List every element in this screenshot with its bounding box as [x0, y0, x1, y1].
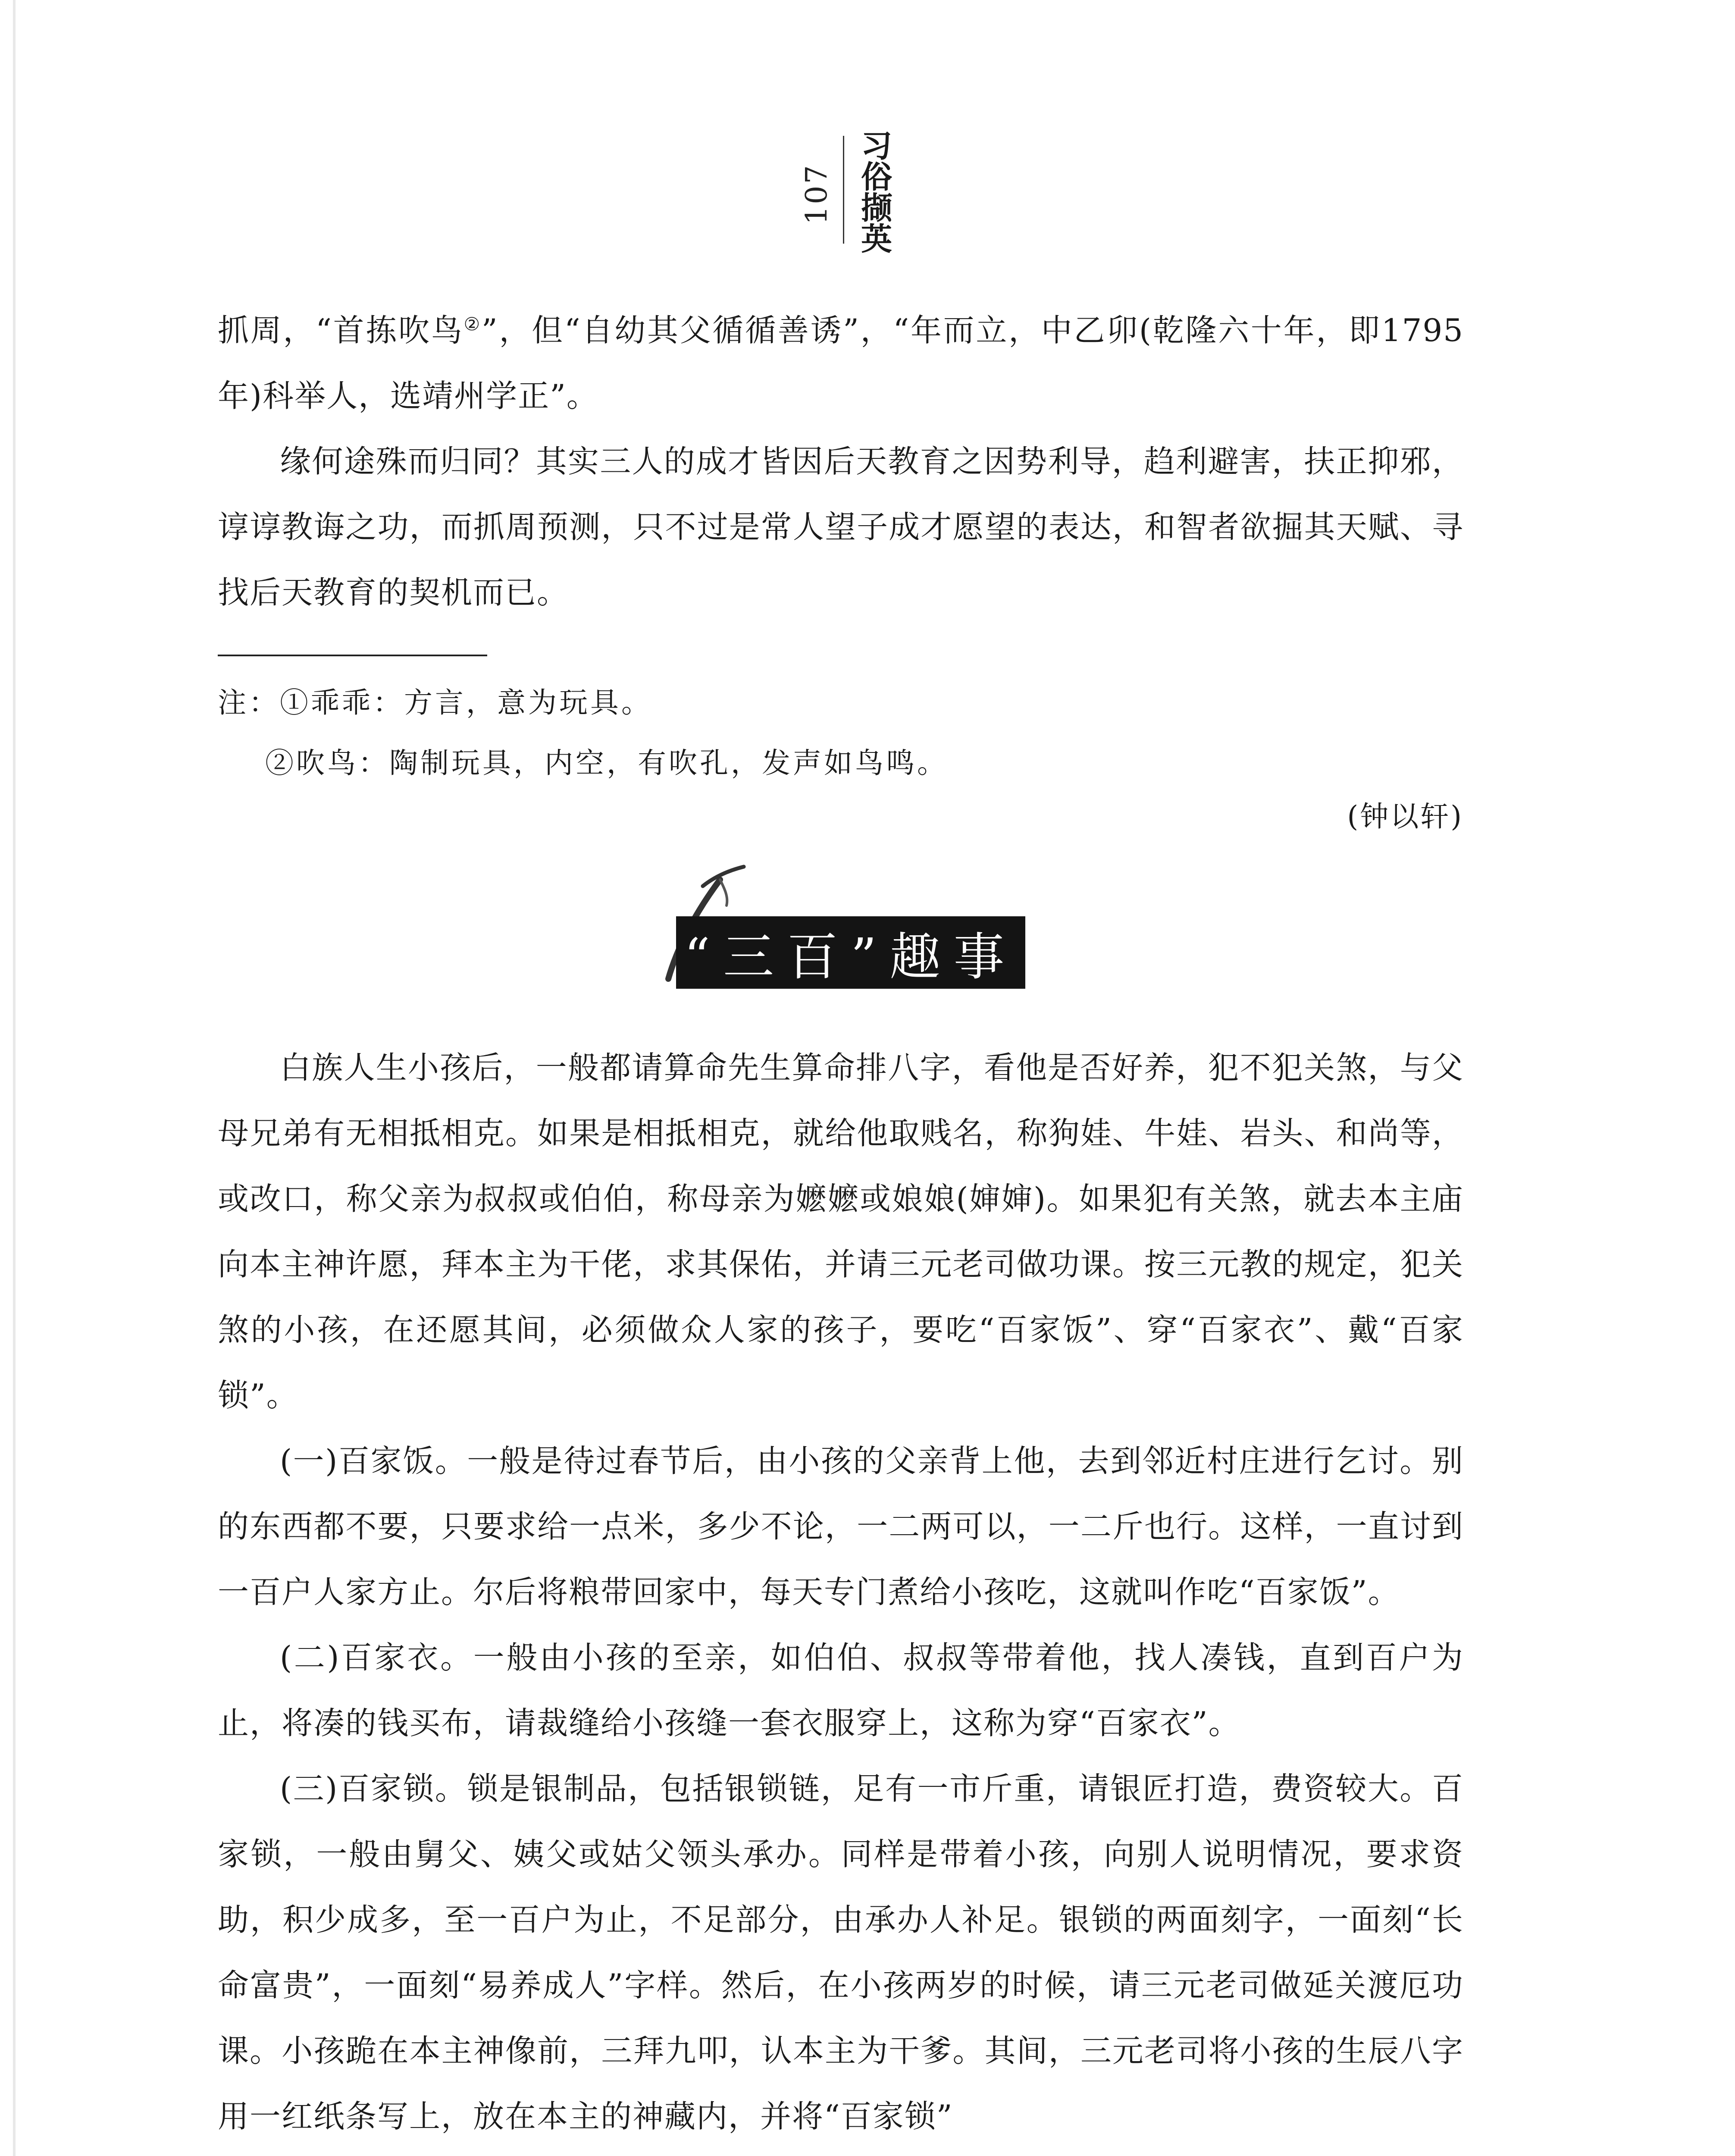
paragraph: 缘何途殊而归同？其实三人的成才皆因后天教育之因势利导，趋利避害，扶正抑邪，谆谆教诲之功，而抓周预测，只不过是常人望子成才愿望的表达，和智者欲掘其天赋、寻找后天教育的契机而已。 — [218, 443, 1464, 611]
paragraph — [218, 298, 1464, 429]
footnote-2: ②吹鸟：陶制玩具，内空，有吹孔，发声如鸟鸣。 — [265, 746, 948, 780]
text-span: 抓周，“首拣吹鸟 — [218, 312, 464, 348]
article-title: “三百”趣事 — [676, 916, 1025, 989]
page-edge — [13, 0, 16, 2156]
paragraph: (二)百家衣。一般由小孩的至亲，如伯伯、叔叔等带着他，找人凑钱，直到百户为止，将凑的钱买布，请裁缝给小孩缝一套衣服穿上，这称为穿“百家衣”。 — [218, 1639, 1464, 1741]
footnote-marker: ② — [464, 313, 482, 335]
footnote-1: 注：①乖乖：方言，意为玩具。 — [218, 686, 652, 719]
page-number: 107 — [800, 163, 834, 225]
continued-text — [218, 298, 1464, 625]
article-body — [218, 1035, 1464, 2149]
paragraph: (一)百家饭。一般是待过春节后，由小孩的父亲背上他，去到邻近村庄进行乞讨。别的东西都不要，只要求给一点米，多少不论，一二两可以，一二斤也行。这样，一直讨到一百户人家方止。尔后将粮带回家中，每天专门煮给小孩吃，这就叫作吃“百家饭”。 — [218, 1443, 1464, 1610]
footnotes — [218, 673, 1468, 793]
running-header — [800, 129, 893, 259]
header-divider — [843, 136, 844, 244]
paragraph: 白族人生小孩后，一般都请算命先生算命排八字，看他是否好养，犯不犯关煞，与父母兄弟有无相抵相克。如果是相抵相克，就给他取贱名，称狗娃、牛娃、岩头、和尚等，或改口，称父亲为叔叔或伯伯，称母亲为嬷嬷或娘娘(婶婶)。如果犯有关煞，就去本主庙向本主神许愿，拜本主为干佬，求其保佑，并请三元老司做功课。按三元教的规定，犯关煞的小孩，在还愿其间，必须做众人家的孩子，要吃“百家饭”、穿“百家衣”、戴“百家锁”。 — [218, 1050, 1464, 1413]
text-span: ”，但“自幼其父循循善诱”，“年而立，中乙卯(乾隆六十年，即1795 年)科举人，选靖州学正”。 — [218, 312, 1464, 414]
section-title: 习俗撷英 — [856, 129, 893, 254]
footnote-divider — [218, 655, 487, 656]
article-title-block — [638, 862, 1026, 1000]
author-credit: (钟以轩) — [1347, 800, 1463, 833]
paragraph: (三)百家锁。锁是银制品，包括银锁链，足有一市斤重，请银匠打造，费资较大。百家锁，一般由舅父、姨父或姑父领头承办。同样是带着小孩，向别人说明情况，要求资助，积少成多，至一百户为止，不足部分，由承办人补足。银锁的两面刻字，一面刻“长命富贵”，一面刻“易养成人”字样。然后，在小孩两岁的时候，请三元老司做延关渡厄功课。小孩跪在本主神像前，三拜九叩，认本主为干爹。其间，三元老司将小孩的生辰八字用一红纸条写上，放在本主的神藏内，并将“百家锁” — [218, 1771, 1464, 2134]
